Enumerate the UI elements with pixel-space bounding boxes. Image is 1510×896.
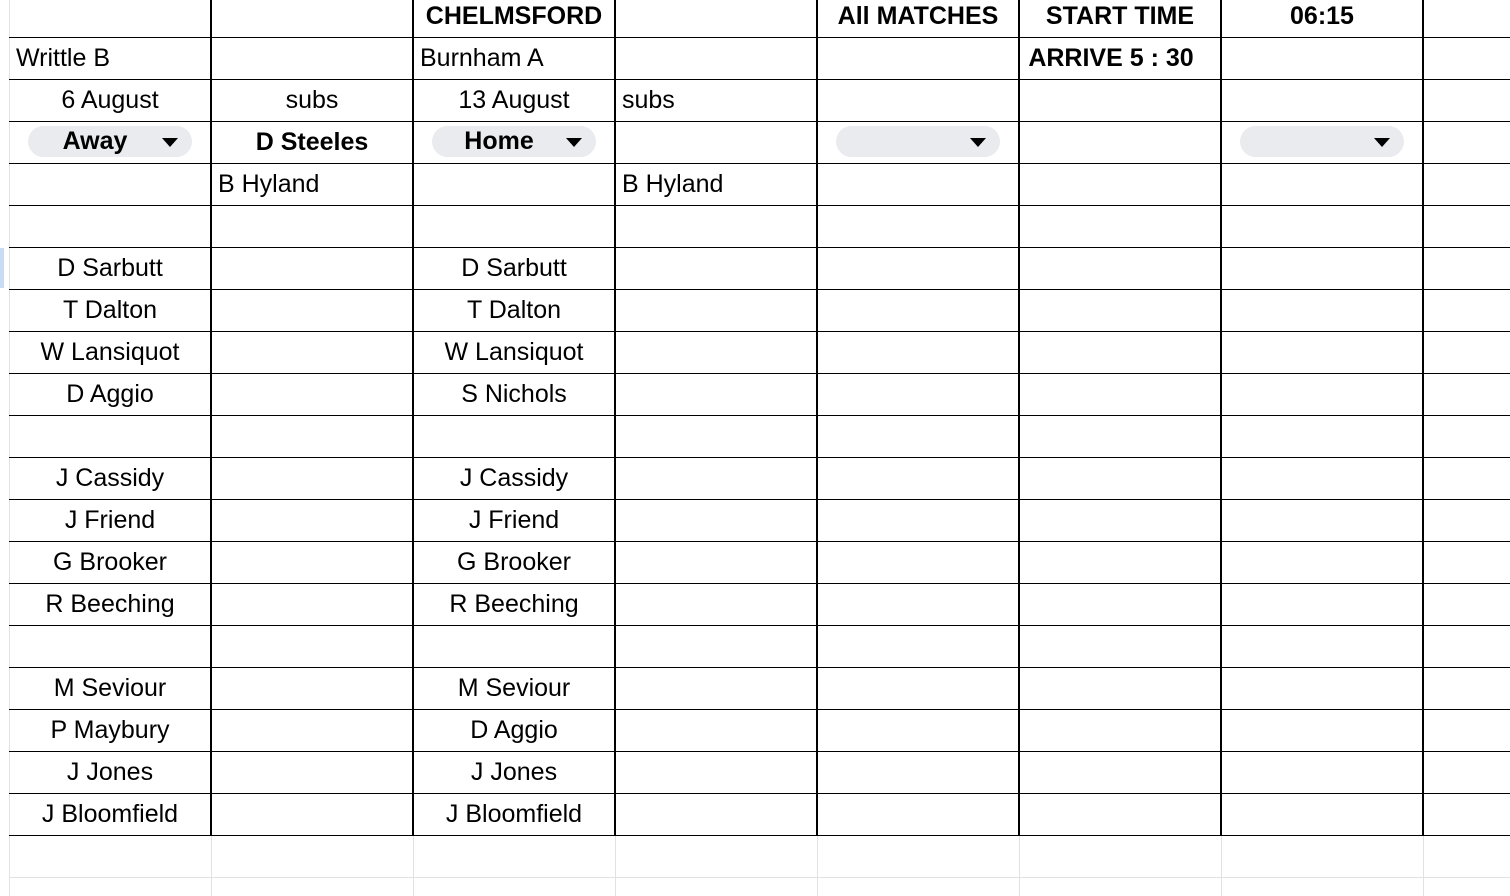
venue-dropdown-2-value: Home	[464, 127, 534, 155]
player-cell[interactable]: R Beeching	[449, 590, 579, 618]
player-cell[interactable]: D Aggio	[470, 716, 558, 744]
row-border	[9, 79, 1510, 80]
chevron-down-icon	[970, 138, 986, 147]
cell-venue[interactable]: CHELMSFORD	[425, 2, 603, 30]
row-selection-indicator	[0, 248, 4, 288]
player-cell[interactable]: W Lansiquot	[444, 338, 584, 366]
row-gridline	[9, 877, 1510, 878]
cell-date-1[interactable]: 6 August	[61, 86, 159, 114]
player-cell[interactable]: W Lansiquot	[40, 338, 180, 366]
cell-sub-player-2[interactable]: B Hyland	[218, 170, 320, 198]
player-cell[interactable]: D Sarbutt	[461, 254, 567, 282]
column-gridline	[211, 835, 212, 896]
column-gridline	[413, 835, 414, 896]
player-cell[interactable]: J Jones	[470, 758, 558, 786]
row-border	[9, 835, 1510, 836]
row-border	[9, 37, 1510, 38]
cell-start-time-value[interactable]: 06:15	[1290, 2, 1354, 30]
player-cell[interactable]: J Friend	[468, 506, 560, 534]
venue-dropdown-1-value: Away	[62, 127, 128, 155]
player-cell[interactable]: J Jones	[66, 758, 154, 786]
venue-dropdown-3-value	[836, 126, 970, 157]
column-gridline	[1423, 835, 1424, 896]
row-border	[9, 247, 1510, 248]
row-border	[9, 583, 1510, 584]
player-cell[interactable]: S Nichols	[461, 380, 567, 408]
chevron-down-icon	[1374, 138, 1390, 147]
player-cell[interactable]: T Dalton	[62, 296, 158, 324]
column-gridline	[9, 0, 10, 896]
player-cell[interactable]: G Brooker	[53, 548, 167, 576]
player-cell[interactable]: J Cassidy	[55, 464, 165, 492]
player-cell[interactable]: M Seviour	[53, 674, 167, 702]
row-border	[9, 331, 1510, 332]
venue-dropdown-4-value	[1240, 126, 1374, 157]
player-cell[interactable]: J Cassidy	[459, 464, 569, 492]
row-border	[9, 205, 1510, 206]
row-border	[9, 457, 1510, 458]
venue-dropdown-1[interactable]	[28, 126, 192, 157]
row-border	[9, 163, 1510, 164]
player-cell[interactable]: D Aggio	[66, 380, 154, 408]
row-border	[9, 751, 1510, 752]
row-border	[9, 793, 1510, 794]
player-cell[interactable]: J Bloomfield	[445, 800, 583, 828]
chevron-down-icon	[162, 138, 178, 147]
cell-opponent-1[interactable]: Writtle B	[16, 44, 110, 72]
player-cell[interactable]: R Beeching	[45, 590, 175, 618]
cell-opponent-2[interactable]: Burnham A	[420, 44, 544, 72]
row-border	[9, 415, 1510, 416]
venue-dropdown-4[interactable]	[1240, 126, 1404, 157]
player-cell[interactable]: J Bloomfield	[41, 800, 179, 828]
player-cell[interactable]: P Maybury	[50, 716, 170, 744]
venue-dropdown-2[interactable]	[432, 126, 596, 157]
row-border	[9, 625, 1510, 626]
player-cell[interactable]: M Seviour	[457, 674, 571, 702]
cell-start-time-label[interactable]: START TIME	[1045, 2, 1195, 30]
cell-all-matches[interactable]: All MATCHES	[837, 2, 999, 30]
cell-arrive-time[interactable]: ARRIVE 5 : 30	[1028, 44, 1194, 72]
row-border	[9, 541, 1510, 542]
cell-sub-player-1[interactable]: D Steeles	[255, 128, 369, 156]
player-cell[interactable]: T Dalton	[466, 296, 562, 324]
row-border	[9, 709, 1510, 710]
chevron-down-icon	[566, 138, 582, 147]
player-cell[interactable]: J Friend	[64, 506, 156, 534]
row-border	[9, 121, 1510, 122]
row-border	[9, 373, 1510, 374]
column-gridline	[615, 835, 616, 896]
row-border	[9, 499, 1510, 500]
cell-subs-label-2[interactable]: subs	[622, 86, 675, 114]
column-gridline	[817, 835, 818, 896]
player-cell[interactable]: D Sarbutt	[57, 254, 163, 282]
row-border	[9, 289, 1510, 290]
column-gridline	[1019, 835, 1020, 896]
cell-date-2[interactable]: 13 August	[458, 86, 570, 114]
player-cell[interactable]: G Brooker	[457, 548, 571, 576]
cell-sub-player-3[interactable]: B Hyland	[622, 170, 724, 198]
venue-dropdown-3[interactable]	[836, 126, 1000, 157]
cell-subs-label-1[interactable]: subs	[285, 86, 339, 114]
row-border	[9, 667, 1510, 668]
column-gridline	[1221, 835, 1222, 896]
